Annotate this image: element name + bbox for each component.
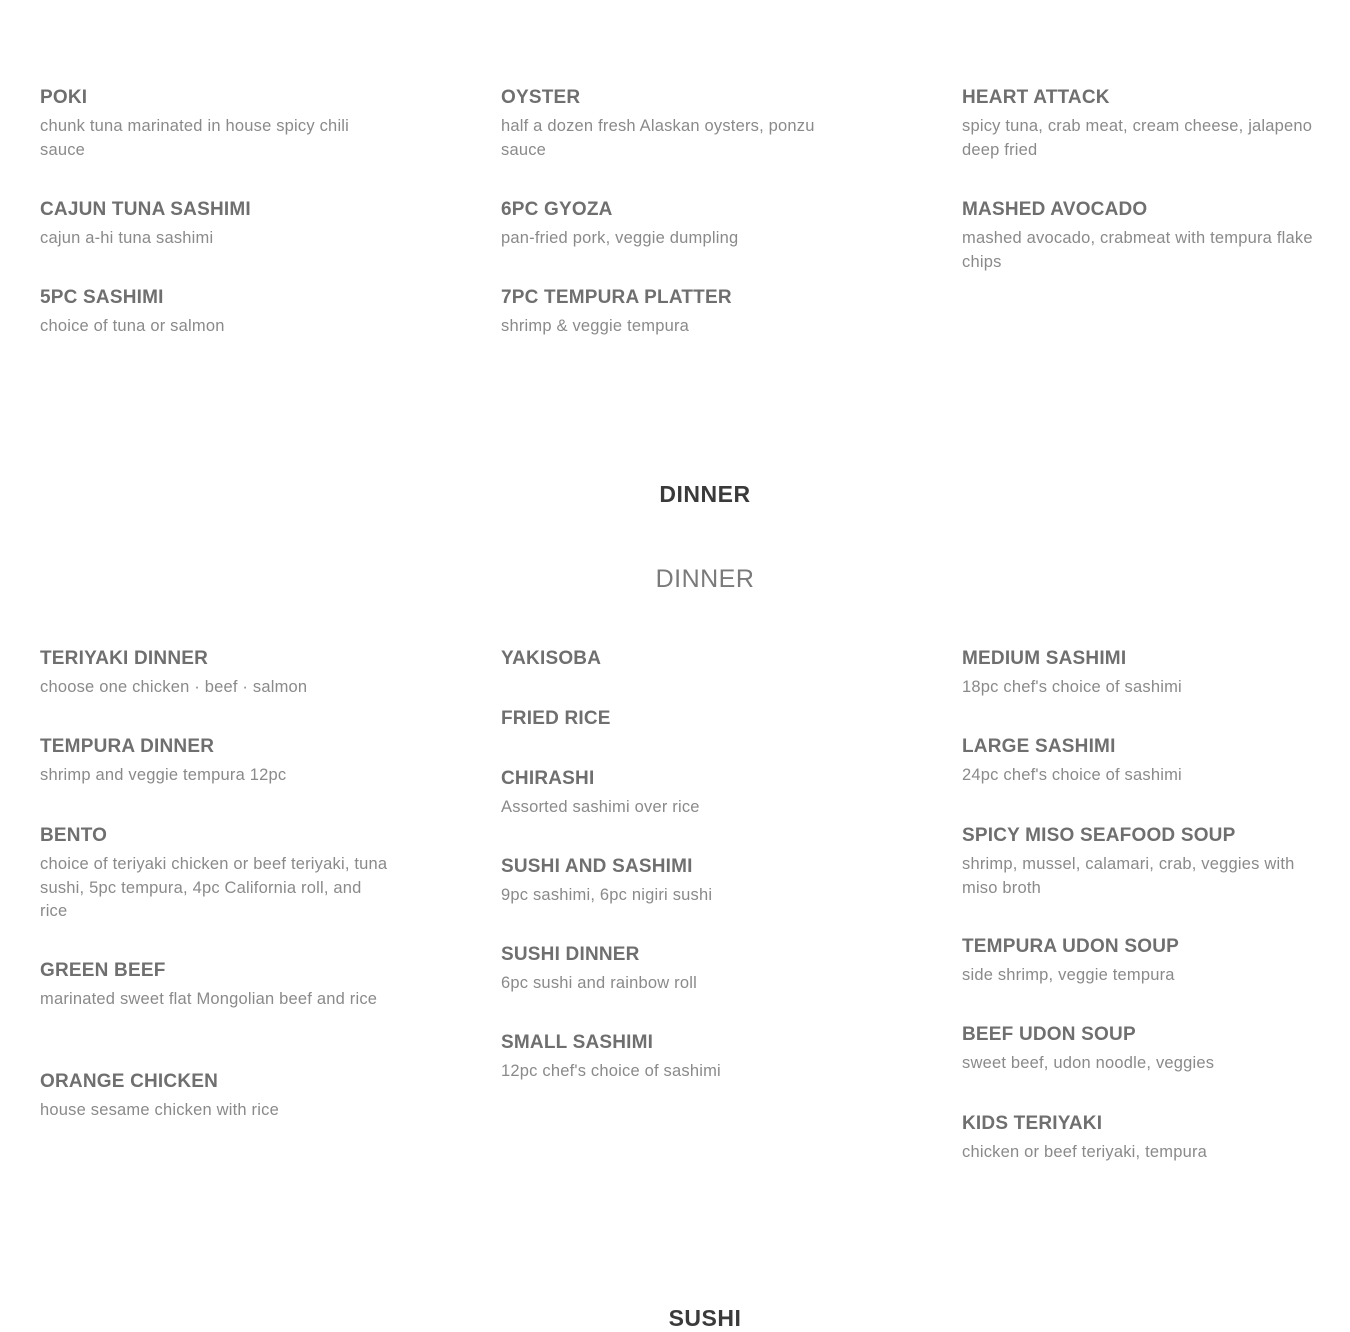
menu-item-name: 6PC GYOZA	[501, 199, 613, 220]
menu-item-description: mashed avocado, crabmeat with tempura flake chips	[962, 229, 1313, 271]
menu-item-name: GREEN BEEF	[40, 960, 166, 981]
menu-item-description: side shrimp, veggie tempura	[962, 966, 1175, 984]
menu-item-description: choice of teriyaki chicken or beef teriyaki, tuna sushi, 5pc tempura, 4pc California roll, and rice	[40, 855, 388, 920]
menu-item	[501, 86, 857, 162]
menu-item-name: TEMPURA DINNER	[40, 736, 215, 757]
menu-item	[962, 824, 1318, 900]
menu-item-description: house sesame chicken with rice	[40, 1101, 279, 1119]
menu-item	[501, 647, 857, 670]
menu-item-description: pan-fried pork, veggie dumpling	[501, 229, 739, 247]
menu-item-name: ORANGE CHICKEN	[40, 1071, 219, 1092]
menu-item-description: 24pc chef's choice of sashimi	[962, 766, 1182, 784]
menu-item-name: MASHED AVOCADO	[962, 199, 1148, 220]
menu-item	[962, 1112, 1318, 1165]
menu-item	[40, 86, 396, 162]
menu-item-description: spicy tuna, crab meat, cream cheese, jalapeno deep fried	[962, 117, 1313, 159]
menu-item-name: SUSHI AND SASHIMI	[501, 856, 693, 877]
menu-item-name: KIDS TERIYAKI	[962, 1113, 1103, 1134]
menu-item-name: SPICY MISO SEAFOOD SOUP	[962, 825, 1236, 846]
menu-item-name: 7PC TEMPURA PLATTER	[501, 287, 732, 308]
menu-item-name: BEEF UDON SOUP	[962, 1024, 1136, 1045]
menu-item	[40, 1070, 396, 1123]
menu-item	[962, 1023, 1318, 1076]
menu-item	[40, 735, 396, 788]
menu-item	[962, 735, 1318, 788]
menu-item-name: CAJUN TUNA SASHIMI	[40, 199, 251, 220]
menu-item	[501, 1031, 857, 1084]
menu-item-name: HEART ATTACK	[962, 87, 1110, 108]
menu-item-description: sweet beef, udon noodle, veggies	[962, 1054, 1215, 1072]
section-heading-dinner: DINNER	[659, 481, 751, 507]
menu-item	[962, 935, 1318, 988]
menu-item-name: TERIYAKI DINNER	[40, 648, 209, 669]
menu-item	[501, 943, 857, 996]
menu-item-description: choice of tuna or salmon	[40, 317, 225, 335]
menu-item-name: YAKISOBA	[501, 648, 602, 669]
menu-item-description: shrimp & veggie tempura	[501, 317, 690, 335]
menu-item	[40, 647, 396, 700]
menu-item	[501, 707, 857, 730]
menu-item-name: SMALL SASHIMI	[501, 1032, 654, 1053]
menu-item-description: chicken or beef teriyaki, tempura	[962, 1143, 1208, 1161]
menu-item-name: SUSHI DINNER	[501, 944, 640, 965]
menu-item-name: OYSTER	[501, 87, 581, 108]
menu-item	[501, 855, 857, 908]
menu-item	[40, 824, 392, 924]
menu-item	[40, 286, 396, 339]
menu-item-description: chunk tuna marinated in house spicy chili sauce	[40, 117, 350, 159]
menu-item	[962, 198, 1318, 274]
menu-item	[501, 286, 857, 339]
menu-item	[501, 767, 857, 820]
menu-item-description: cajun a-hi tuna sashimi	[40, 229, 214, 247]
menu-item-name: TEMPURA UDON SOUP	[962, 936, 1179, 957]
menu-item-description: shrimp and veggie tempura 12pc	[40, 766, 287, 784]
menu-item-name: 5PC SASHIMI	[40, 287, 164, 308]
menu-item-description: 18pc chef's choice of sashimi	[962, 678, 1182, 696]
menu-item-name: POKI	[40, 87, 88, 108]
menu-item-description: shrimp, mussel, calamari, crab, veggies with miso broth	[962, 855, 1295, 897]
section-subheading-dinner: DINNER	[655, 565, 755, 593]
menu-item-description: 9pc sashimi, 6pc nigiri sushi	[501, 886, 713, 904]
menu-item-description: choose one chicken · beef · salmon	[40, 678, 308, 696]
menu-item	[40, 959, 396, 1012]
menu-item-name: LARGE SASHIMI	[962, 736, 1116, 757]
menu-item-description: 6pc sushi and rainbow roll	[501, 974, 697, 992]
menu-item-description: 12pc chef's choice of sashimi	[501, 1062, 721, 1080]
menu-item-name: MEDIUM SASHIMI	[962, 648, 1127, 669]
menu-item	[962, 86, 1318, 162]
menu-item-description: Assorted sashimi over rice	[501, 798, 700, 816]
menu-item	[40, 198, 396, 251]
menu-item-description: half a dozen fresh Alaskan oysters, ponzu sauce	[501, 117, 815, 159]
menu-item-name: BENTO	[40, 825, 108, 846]
menu-item	[962, 647, 1318, 700]
menu-item-name: FRIED RICE	[501, 708, 611, 729]
menu-item	[501, 198, 857, 251]
section-heading-sushi: SUSHI	[668, 1305, 742, 1331]
menu-item-description: marinated sweet flat Mongolian beef and rice	[40, 990, 378, 1008]
menu-item-name: CHIRASHI	[501, 768, 595, 789]
